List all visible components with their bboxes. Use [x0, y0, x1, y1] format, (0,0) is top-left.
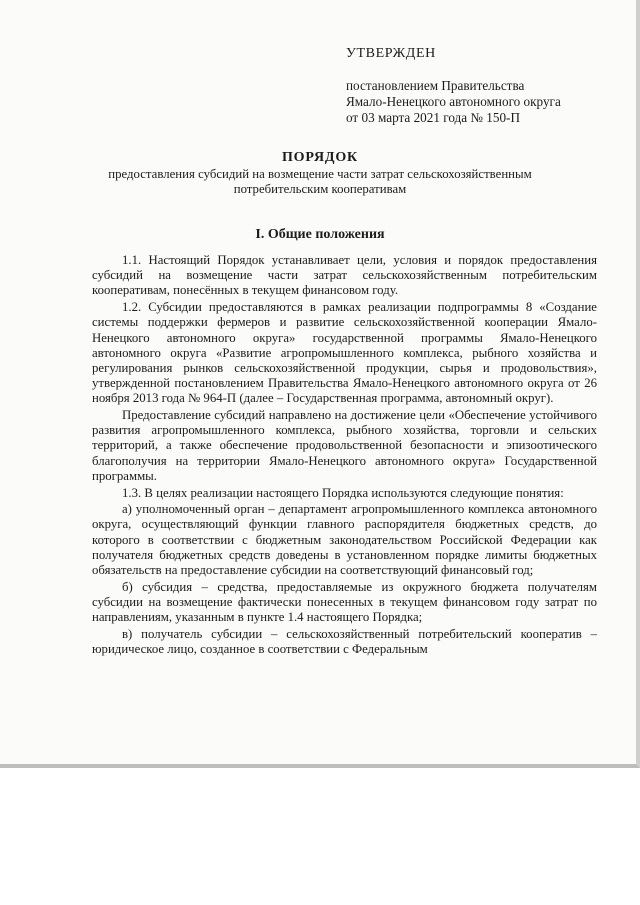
- approval-line-1: постановлением Правительства: [346, 78, 525, 93]
- definition-a: а) уполномоченный орган – департамент агропромышленного комплекса автономного округа, осуществляющий функции главного распорядителя бюджетных средств, до которого в соответствии с бюджетным законодательством Российской Федерации как получателя бюджетных средств доведены в установленном порядке лимиты бюджетных обязательств на предоставление субсидии на соответствующий финансовый год;: [92, 502, 597, 578]
- paragraph-goal: Предоставление субсидий направлено на достижение цели «Обеспечение устойчивого развития агропромышленного комплекса, рыбного хозяйства, торговли и сельских территорий, а также обеспечение продовольственной безопасности и эпизоотического благополучия на территории Ямало-Ненецкого автономного округа» Государственной программы.: [92, 408, 597, 483]
- paragraph-1-1: 1.1. Настоящий Порядок устанавливает цели, условия и порядок предоставления субсидий на возмещение части затрат сельскохозяйственным потребительским кооперативам, понесённых в текущем финансовом году.: [92, 253, 597, 298]
- approval-heading: УТВЕРЖДЕН: [346, 46, 436, 61]
- approval-line-3: от 03 марта 2021 года № 150-П: [346, 110, 520, 125]
- definition-c: в) получатель субсидии – сельскохозяйственный потребительский кооператив – юридическое лицо, созданное в соответствии с Федеральным: [92, 626, 597, 657]
- section-heading: I. Общие положения: [255, 227, 385, 242]
- approval-block: [346, 46, 616, 126]
- section-body: [92, 253, 597, 659]
- approval-line-2: Ямало-Ненецкого автономного округа: [346, 94, 561, 109]
- document-subtitle: предоставления субсидий на возмещение части затрат сельскохозяйственным потребительским кооперативам: [108, 167, 532, 196]
- paragraph-1-2: 1.2. Субсидии предоставляются в рамках реализации подпрограммы 8 «Создание системы поддержки фермеров и развитие сельскохозяйственной кооперации Ямало-Ненецкого автономного округа» государственной программы Ямало-Ненецкого автономного округа «Развитие агропромышленного комплекса, рыбного хозяйства и регулирования рынков сельскохозяйственной продукции, сырья и продовольствия», утвержденной постановлением Правительства Ямало-Ненецкого автономного округа от 26 ноября 2013 года № 964-П (далее – Государственная программа, автономный округ).: [92, 300, 597, 406]
- paragraph-1-3: 1.3. В целях реализации настоящего Порядка используются следующие понятия:: [122, 485, 564, 500]
- definition-b: б) субсидия – средства, предоставляемые из окружного бюджета получателям субсидии на возмещение фактически понесенных в текущем финансовом году затрат по направлениям, указанным в пункте 1.4 настоящего Порядка;: [92, 579, 597, 625]
- document-title: ПОРЯДОК: [281, 150, 359, 165]
